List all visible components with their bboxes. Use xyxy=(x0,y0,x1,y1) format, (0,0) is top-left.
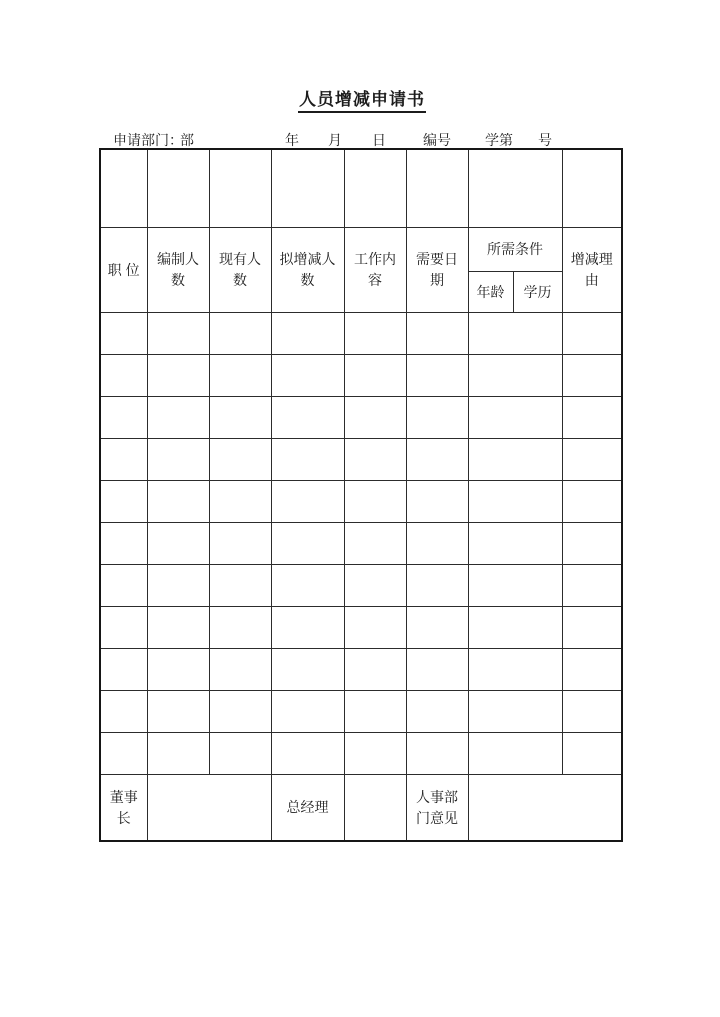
blank-cell xyxy=(468,149,562,228)
month-label: 月 xyxy=(328,132,342,148)
proposed-change-headcount-cell xyxy=(271,691,344,733)
blank-cell xyxy=(209,149,271,228)
change-reason-cell xyxy=(562,649,622,691)
job-content-cell xyxy=(344,565,406,607)
personnel-change-table xyxy=(99,148,623,842)
general-manager-signature-cell xyxy=(344,775,406,842)
change-reason-cell xyxy=(562,691,622,733)
job-content-cell xyxy=(344,313,406,355)
header-change-reason: 增减理由 xyxy=(562,228,622,313)
hr-opinion-cell xyxy=(468,775,622,842)
required-date-cell xyxy=(406,355,468,397)
top-blank-row xyxy=(100,149,622,228)
table-row xyxy=(100,523,622,565)
current-headcount-cell xyxy=(209,313,271,355)
position-cell xyxy=(100,523,147,565)
proposed-change-headcount-cell xyxy=(271,313,344,355)
chairman-label: 董事长 xyxy=(100,775,147,842)
blank-cell xyxy=(406,149,468,228)
current-headcount-cell xyxy=(209,523,271,565)
required-date-cell xyxy=(406,397,468,439)
department-suffix-label: 部 xyxy=(180,132,194,148)
job-content-cell xyxy=(344,397,406,439)
proposed-change-headcount-cell xyxy=(271,355,344,397)
job-content-cell xyxy=(344,649,406,691)
authorized-headcount-cell xyxy=(147,733,209,775)
job-content-cell xyxy=(344,733,406,775)
table-row xyxy=(100,607,622,649)
info-line xyxy=(0,130,720,148)
header-proposed-change-headcount: 拟增减人数 xyxy=(271,228,344,313)
proposed-change-headcount-cell xyxy=(271,397,344,439)
change-reason-cell xyxy=(562,355,622,397)
general-manager-label: 总经理 xyxy=(271,775,344,842)
proposed-change-headcount-cell xyxy=(271,439,344,481)
blank-cell xyxy=(100,149,147,228)
required-date-cell xyxy=(406,733,468,775)
table-row xyxy=(100,439,622,481)
required-date-cell xyxy=(406,607,468,649)
table-row xyxy=(100,733,622,775)
position-cell xyxy=(100,439,147,481)
required-date-cell xyxy=(406,481,468,523)
current-headcount-cell xyxy=(209,733,271,775)
authorized-headcount-cell xyxy=(147,481,209,523)
required-date-cell xyxy=(406,565,468,607)
serial-number-label: 编号 xyxy=(423,132,451,148)
required-conditions-cell xyxy=(468,733,562,775)
table-row xyxy=(100,481,622,523)
change-reason-cell xyxy=(562,481,622,523)
job-content-cell xyxy=(344,691,406,733)
position-cell xyxy=(100,691,147,733)
required-date-cell xyxy=(406,439,468,481)
required-conditions-cell xyxy=(468,439,562,481)
table-row xyxy=(100,397,622,439)
required-conditions-cell xyxy=(468,523,562,565)
header-required-date: 需要日期 xyxy=(406,228,468,313)
blank-cell xyxy=(147,149,209,228)
header-current-headcount: 现有人数 xyxy=(209,228,271,313)
current-headcount-cell xyxy=(209,565,271,607)
required-date-cell xyxy=(406,649,468,691)
current-headcount-cell xyxy=(209,649,271,691)
change-reason-cell xyxy=(562,607,622,649)
required-conditions-cell xyxy=(468,481,562,523)
header-position: 职 位 xyxy=(100,228,147,313)
change-reason-cell xyxy=(562,523,622,565)
header-authorized-headcount: 编制人数 xyxy=(147,228,209,313)
page-title xyxy=(100,85,624,113)
applying-department-label: 申请部门： xyxy=(113,132,183,148)
blank-cell xyxy=(271,149,344,228)
series-label: 学第 xyxy=(485,132,513,148)
required-date-cell xyxy=(406,523,468,565)
change-reason-cell xyxy=(562,733,622,775)
table-row xyxy=(100,355,622,397)
data-rows-body xyxy=(100,313,622,775)
authorized-headcount-cell xyxy=(147,313,209,355)
current-headcount-cell xyxy=(209,691,271,733)
current-headcount-cell xyxy=(209,397,271,439)
signature-row xyxy=(100,775,622,842)
current-headcount-cell xyxy=(209,607,271,649)
header-education: 学历 xyxy=(513,272,562,313)
proposed-change-headcount-cell xyxy=(271,565,344,607)
header-job-content: 工作内容 xyxy=(344,228,406,313)
position-cell xyxy=(100,565,147,607)
table-row xyxy=(100,691,622,733)
header-age: 年龄 xyxy=(468,272,513,313)
header-row xyxy=(100,228,622,272)
required-conditions-cell xyxy=(468,397,562,439)
position-cell xyxy=(100,313,147,355)
required-conditions-cell xyxy=(468,313,562,355)
authorized-headcount-cell xyxy=(147,439,209,481)
position-cell xyxy=(100,355,147,397)
table-row xyxy=(100,649,622,691)
day-label: 日 xyxy=(372,132,386,148)
table-row xyxy=(100,565,622,607)
job-content-cell xyxy=(344,439,406,481)
proposed-change-headcount-cell xyxy=(271,649,344,691)
authorized-headcount-cell xyxy=(147,649,209,691)
blank-cell xyxy=(344,149,406,228)
hr-opinion-label: 人事部门意见 xyxy=(406,775,468,842)
chairman-signature-cell xyxy=(147,775,271,842)
proposed-change-headcount-cell xyxy=(271,481,344,523)
authorized-headcount-cell xyxy=(147,691,209,733)
required-date-cell xyxy=(406,691,468,733)
required-conditions-cell xyxy=(468,565,562,607)
change-reason-cell xyxy=(562,313,622,355)
authorized-headcount-cell xyxy=(147,565,209,607)
authorized-headcount-cell xyxy=(147,607,209,649)
change-reason-cell xyxy=(562,397,622,439)
header-required-conditions: 所需条件 xyxy=(468,228,562,272)
position-cell xyxy=(100,733,147,775)
authorized-headcount-cell xyxy=(147,523,209,565)
job-content-cell xyxy=(344,607,406,649)
proposed-change-headcount-cell xyxy=(271,523,344,565)
page-title-text: 人员增减申请书 xyxy=(298,85,426,113)
position-cell xyxy=(100,397,147,439)
current-headcount-cell xyxy=(209,439,271,481)
required-date-cell xyxy=(406,313,468,355)
current-headcount-cell xyxy=(209,355,271,397)
current-headcount-cell xyxy=(209,481,271,523)
authorized-headcount-cell xyxy=(147,355,209,397)
job-content-cell xyxy=(344,355,406,397)
required-conditions-cell xyxy=(468,691,562,733)
table-row xyxy=(100,313,622,355)
position-cell xyxy=(100,607,147,649)
change-reason-cell xyxy=(562,439,622,481)
job-content-cell xyxy=(344,481,406,523)
authorized-headcount-cell xyxy=(147,397,209,439)
change-reason-cell xyxy=(562,565,622,607)
required-conditions-cell xyxy=(468,649,562,691)
number-suffix-label: 号 xyxy=(538,132,552,148)
position-cell xyxy=(100,481,147,523)
required-conditions-cell xyxy=(468,607,562,649)
position-cell xyxy=(100,649,147,691)
job-content-cell xyxy=(344,523,406,565)
blank-cell xyxy=(562,149,622,228)
required-conditions-cell xyxy=(468,355,562,397)
year-label: 年 xyxy=(285,132,299,148)
proposed-change-headcount-cell xyxy=(271,733,344,775)
proposed-change-headcount-cell xyxy=(271,607,344,649)
